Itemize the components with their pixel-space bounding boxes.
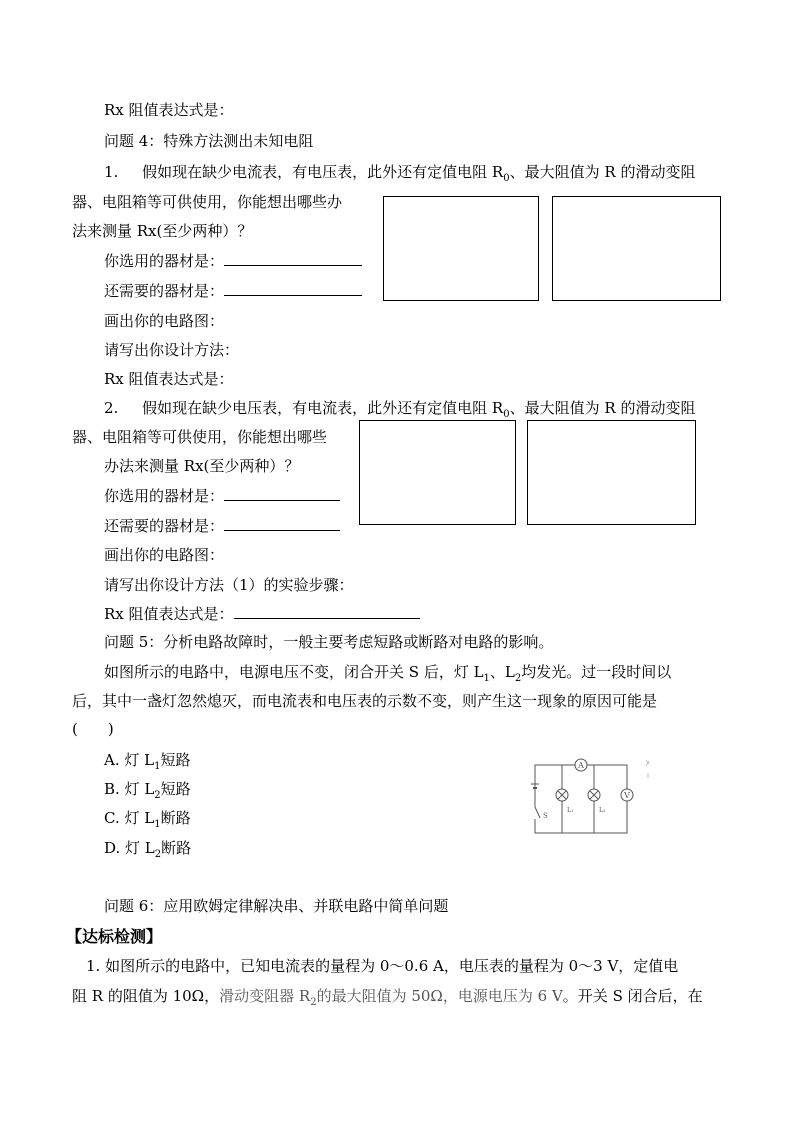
q1-expression: Rx 阻值表达式是： — [104, 370, 234, 388]
q1-method: 请写出你设计方法： — [104, 341, 240, 359]
q2-line-a: 2. 假如现在缺少电压表，有电流表，此外还有定值电阻 $R_0$、最大阻值为 R 的滑动变阻 — [104, 399, 696, 420]
q5-line-b: 后，其中一盏灯忽然熄灭，而电流表和电压表的示数不变，则产生这一现象的原因可能是 — [72, 692, 658, 710]
question-6-heading: 问题 6：应用欧姆定律解决串、并联电路中简单问题 — [104, 897, 449, 915]
q1-draw-circuit: 画出你的电路图： — [104, 312, 225, 330]
lamp-l2-icon — [588, 789, 600, 801]
rx-expression-label: Rx 阻值表达式是： — [104, 101, 234, 119]
lamp-l2-label: L₂ — [599, 807, 606, 814]
svg-text:V: V — [624, 791, 630, 800]
q2-circuit-box-2 — [527, 420, 696, 525]
question-5-heading: 问题 5：分析电路故障时，一般主要考虑短路或断路对电路的影响。 — [104, 633, 554, 651]
q1-line-b: 器、电阻箱等可供使用，你能想出哪些办 — [72, 193, 343, 211]
q2-selected-equipment: 你选用的器材是： — [104, 486, 340, 506]
voltmeter-icon — [621, 789, 633, 801]
test-1-line-a: 1. 如图所示的电路中，已知电流表的量程为 0～0.6 A，电压表的量程为 0～3 V，定值电 — [86, 957, 679, 975]
q2-expression-blank[interactable] — [234, 604, 420, 619]
lamp-l1-icon — [556, 789, 568, 801]
circuit-wires — [535, 765, 627, 833]
q2-needed-blank[interactable] — [224, 516, 340, 531]
q1-circuit-box-1 — [383, 196, 539, 301]
test-1-line-b: 阻 R 的阻值为 10Ω，滑动变阻器 $R_2$的最大阻值为 50Ω，电源电压为 6 V。开关 S 闭合后，在 — [72, 987, 703, 1008]
option-a[interactable]: A. 灯 $L_1$短路 — [104, 751, 191, 772]
q1-selected-blank[interactable] — [224, 251, 362, 266]
q5-line-c: ( ) — [72, 720, 114, 738]
section-heading: 【达标检测】 — [66, 927, 163, 946]
q2-method: 请写出你设计方法（1）的实验步骤： — [104, 576, 354, 594]
ammeter-icon — [575, 759, 587, 771]
q1-circuit-box-2 — [552, 196, 721, 301]
q1-needed-equipment: 还需要的器材是： — [104, 281, 362, 301]
q2-selected-blank[interactable] — [224, 486, 340, 501]
q1-needed-blank[interactable] — [224, 281, 362, 296]
q2-needed-equipment: 还需要的器材是： — [104, 516, 340, 536]
lamp-l1-label: L₁ — [567, 807, 574, 814]
q2-line-b: 器、电阻箱等可供使用，你能想出哪些 — [72, 428, 328, 446]
circuit-diagram — [525, 755, 655, 843]
option-c[interactable]: C. 灯 $L_1$断路 — [104, 809, 191, 830]
q1-line-a: 1. 假如现在缺少电流表，有电压表，此外还有定值电阻 $R_0$、最大阻值为 R 的滑动变阻 — [104, 163, 696, 184]
switch-label: S — [543, 812, 548, 820]
question-4-heading: 问题 4：特殊方法测出未知电阻 — [104, 132, 314, 150]
q1-selected-equipment: 你选用的器材是： — [104, 251, 362, 271]
option-b[interactable]: B. 灯 $L_2$短路 — [104, 780, 191, 801]
q2-circuit-box-1 — [359, 420, 516, 525]
margin-mark-icon — [646, 760, 649, 778]
svg-text:A: A — [578, 761, 584, 770]
q2-expression: Rx 阻值表达式是： — [104, 604, 420, 624]
option-d[interactable]: D. 灯 $L_2$断路 — [104, 839, 192, 860]
q1-line-c: 法来测量 Rx(至少两种）？ — [72, 222, 253, 240]
q2-draw-circuit: 画出你的电路图： — [104, 546, 225, 564]
q5-line-a: 如图所示的电路中，电源电压不变，闭合开关 S 后，灯 $L_1$、$L_2$均发光。过一段时间以 — [104, 663, 672, 684]
q2-line-c: 办法来测量 Rx(至少两种）？ — [104, 457, 300, 475]
